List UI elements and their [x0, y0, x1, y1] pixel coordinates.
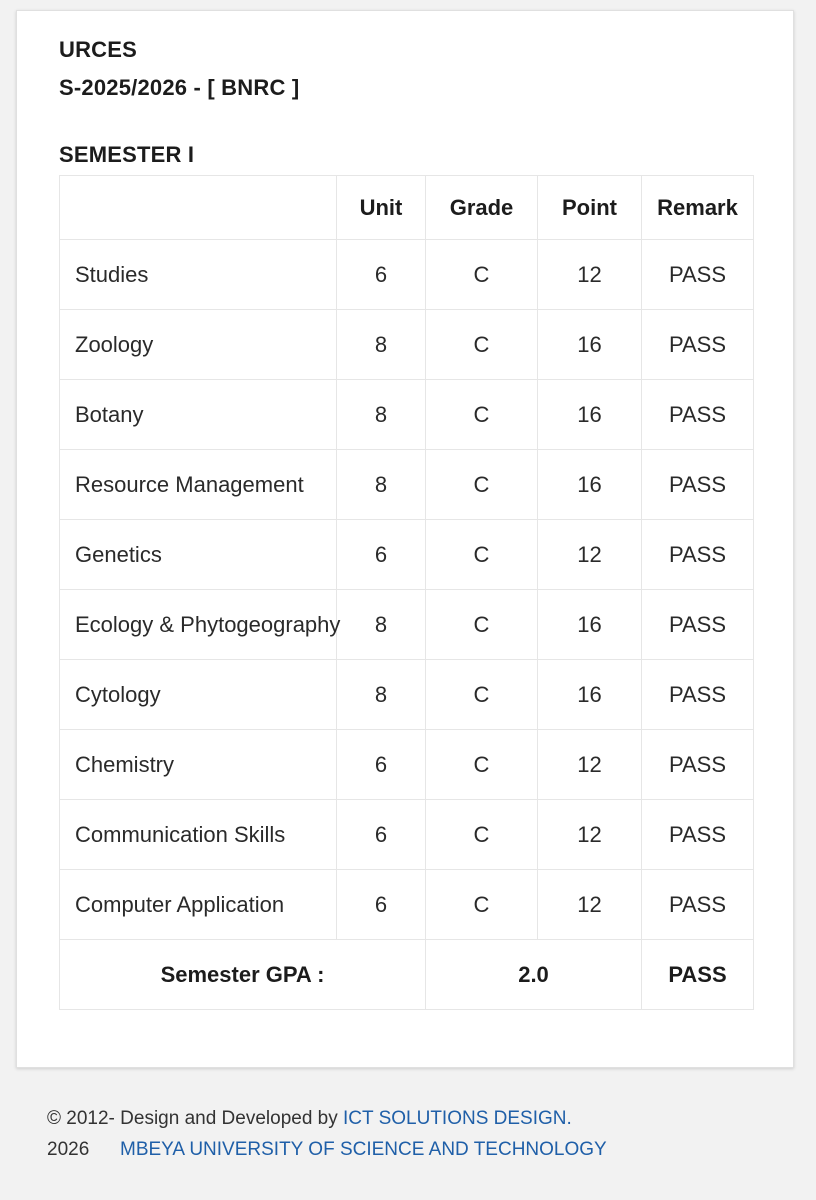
page-footer [47, 1103, 607, 1165]
course-grade: C [426, 240, 538, 310]
course-name: Communication Skills [60, 800, 337, 870]
course-name: Chemistry [60, 730, 337, 800]
course-grade: C [426, 380, 538, 450]
column-header-remark: Remark [642, 176, 754, 240]
course-unit: 6 [337, 800, 426, 870]
table-row [60, 380, 754, 450]
table-row [60, 520, 754, 590]
course-name: Genetics [60, 520, 337, 590]
column-header-point: Point [538, 176, 642, 240]
course-grade: C [426, 870, 538, 940]
course-point: 12 [538, 730, 642, 800]
course-name: Zoology [60, 310, 337, 380]
course-point: 12 [538, 240, 642, 310]
table-row [60, 590, 754, 660]
footer-line-1 [47, 1103, 607, 1134]
course-remark: PASS [642, 870, 754, 940]
designed-by-text: Design and Developed by [120, 1108, 338, 1129]
course-name: Botany [60, 380, 337, 450]
column-header-grade: Grade [426, 176, 538, 240]
gpa-value: 2.0 [426, 940, 642, 1010]
course-point: 16 [538, 380, 642, 450]
copyright-year-end: 2026 [47, 1139, 90, 1160]
course-grade: C [426, 800, 538, 870]
course-name: Studies [60, 240, 337, 310]
table-row [60, 870, 754, 940]
table-row [60, 800, 754, 870]
results-card [16, 10, 794, 1068]
course-name: Computer Application [60, 870, 337, 940]
course-unit: 8 [337, 310, 426, 380]
course-remark: PASS [642, 240, 754, 310]
table-row [60, 240, 754, 310]
footer-line-2 [47, 1134, 607, 1165]
course-unit: 6 [337, 520, 426, 590]
course-grade: C [426, 520, 538, 590]
course-name: Ecology & Phytogeography [60, 590, 337, 660]
table-row [60, 660, 754, 730]
course-remark: PASS [642, 800, 754, 870]
programme-code: URCES [59, 37, 138, 62]
results-table [59, 175, 754, 1010]
academic-year-programme: S-2025/2026 - [ BNRC ] [59, 75, 300, 100]
course-point: 16 [538, 450, 642, 520]
course-point: 16 [538, 590, 642, 660]
course-remark: PASS [642, 660, 754, 730]
course-unit: 6 [337, 870, 426, 940]
column-header-course [60, 176, 337, 240]
copyright-text: © 2012- [47, 1108, 115, 1129]
course-grade: C [426, 310, 538, 380]
gpa-remark: PASS [642, 940, 754, 1010]
course-remark: PASS [642, 380, 754, 450]
course-point: 12 [538, 870, 642, 940]
course-unit: 8 [337, 660, 426, 730]
course-unit: 8 [337, 380, 426, 450]
course-unit: 6 [337, 730, 426, 800]
gpa-label: Semester GPA : [60, 940, 426, 1010]
course-grade: C [426, 730, 538, 800]
course-point: 12 [538, 520, 642, 590]
gpa-row [60, 940, 754, 1010]
course-unit: 6 [337, 240, 426, 310]
course-remark: PASS [642, 310, 754, 380]
university-link[interactable]: MBEYA UNIVERSITY OF SCIENCE AND TECHNOLOGY [120, 1139, 607, 1160]
developer-link[interactable]: ICT SOLUTIONS DESIGN. [343, 1108, 572, 1129]
column-header-unit: Unit [337, 176, 426, 240]
course-unit: 8 [337, 450, 426, 520]
course-name: Resource Management [60, 450, 337, 520]
course-grade: C [426, 450, 538, 520]
table-row [60, 310, 754, 380]
course-name: Cytology [60, 660, 337, 730]
course-remark: PASS [642, 730, 754, 800]
course-unit: 8 [337, 590, 426, 660]
course-remark: PASS [642, 520, 754, 590]
course-point: 12 [538, 800, 642, 870]
table-row [60, 730, 754, 800]
course-point: 16 [538, 660, 642, 730]
course-point: 16 [538, 310, 642, 380]
semester-title: SEMESTER I [59, 142, 195, 167]
table-header-row [60, 176, 754, 240]
course-remark: PASS [642, 450, 754, 520]
course-grade: C [426, 590, 538, 660]
table-row [60, 450, 754, 520]
course-remark: PASS [642, 590, 754, 660]
course-grade: C [426, 660, 538, 730]
